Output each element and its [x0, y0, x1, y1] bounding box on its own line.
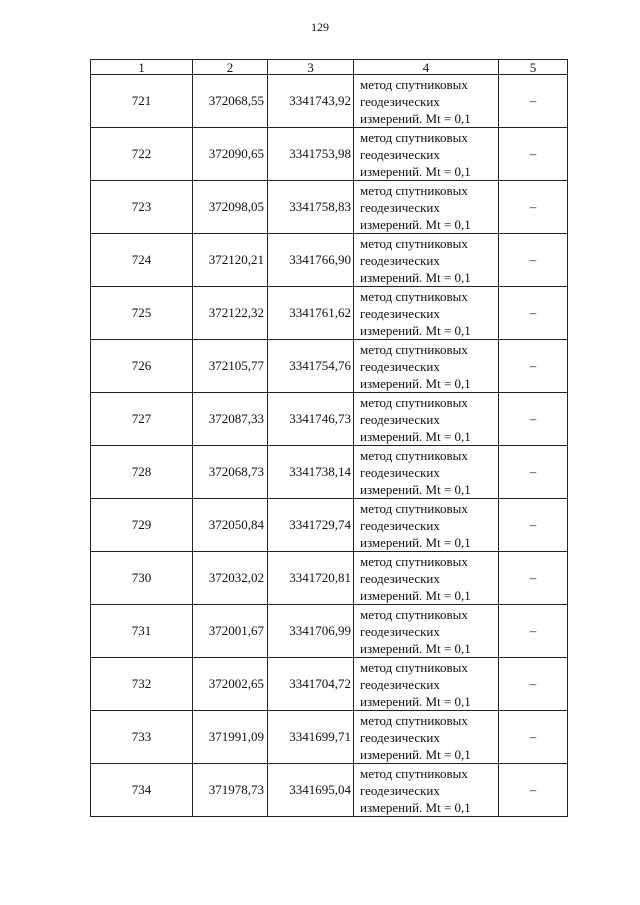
x-coordinate-cell: 372098,05	[193, 181, 268, 234]
method-line: геодезических	[360, 252, 440, 268]
note-cell: –	[499, 446, 568, 499]
x-coordinate-cell: 372068,55	[193, 75, 268, 128]
x-coordinate-cell: 372105,77	[193, 340, 268, 393]
header-col-2: 2	[193, 60, 268, 75]
point-number-cell: 731	[91, 605, 193, 658]
table-row	[91, 75, 568, 128]
table-body	[91, 60, 568, 817]
x-coordinate-cell: 372087,33	[193, 393, 268, 446]
y-coordinate-cell: 3341754,76	[268, 340, 354, 393]
x-coordinate-cell: 372122,32	[193, 287, 268, 340]
page-number: 129	[311, 20, 329, 34]
method-cell	[354, 340, 499, 393]
method-line: измерений. Mt = 0,1	[360, 534, 471, 550]
y-coordinate-cell: 3341720,81	[268, 552, 354, 605]
point-number-cell: 733	[91, 711, 193, 764]
x-coordinate-cell: 372120,21	[193, 234, 268, 287]
point-number-cell: 726	[91, 340, 193, 393]
y-coordinate-cell: 3341738,14	[268, 446, 354, 499]
note-cell: –	[499, 75, 568, 128]
method-cell	[354, 287, 499, 340]
method-line: метод спутниковых	[360, 341, 468, 357]
method-line: метод спутниковых	[360, 553, 468, 569]
method-cell	[354, 393, 499, 446]
method-cell	[354, 234, 499, 287]
note-cell: –	[499, 499, 568, 552]
method-cell	[354, 764, 499, 817]
table-row	[91, 128, 568, 181]
method-cell	[354, 552, 499, 605]
method-line: метод спутниковых	[360, 500, 468, 516]
method-cell	[354, 499, 499, 552]
method-line: геодезических	[360, 570, 440, 586]
method-line: метод спутниковых	[360, 288, 468, 304]
method-line: измерений. Mt = 0,1	[360, 693, 471, 709]
method-line: геодезических	[360, 623, 440, 639]
method-line: геодезических	[360, 464, 440, 480]
method-line: метод спутниковых	[360, 712, 468, 728]
method-line: измерений. Mt = 0,1	[360, 322, 471, 338]
x-coordinate-cell: 372002,65	[193, 658, 268, 711]
table-row	[91, 711, 568, 764]
y-coordinate-cell: 3341766,90	[268, 234, 354, 287]
y-coordinate-cell: 3341753,98	[268, 128, 354, 181]
method-cell	[354, 446, 499, 499]
note-cell: –	[499, 234, 568, 287]
method-line: геодезических	[360, 517, 440, 533]
y-coordinate-cell: 3341746,73	[268, 393, 354, 446]
method-line: метод спутниковых	[360, 447, 468, 463]
y-coordinate-cell: 3341761,62	[268, 287, 354, 340]
method-line: геодезических	[360, 676, 440, 692]
method-line: метод спутниковых	[360, 606, 468, 622]
table-row	[91, 658, 568, 711]
method-line: геодезических	[360, 729, 440, 745]
method-cell	[354, 181, 499, 234]
method-cell	[354, 605, 499, 658]
table-row	[91, 446, 568, 499]
y-coordinate-cell: 3341704,72	[268, 658, 354, 711]
table-row	[91, 499, 568, 552]
header-col-3: 3	[268, 60, 354, 75]
method-line: геодезических	[360, 93, 440, 109]
method-line: геодезических	[360, 305, 440, 321]
x-coordinate-cell: 372090,65	[193, 128, 268, 181]
method-line: измерений. Mt = 0,1	[360, 746, 471, 762]
table-header-row	[91, 60, 568, 75]
table-row	[91, 393, 568, 446]
coordinates-table	[90, 59, 568, 817]
header-col-1: 1	[91, 60, 193, 75]
table-row	[91, 234, 568, 287]
note-cell: –	[499, 128, 568, 181]
method-cell	[354, 128, 499, 181]
y-coordinate-cell: 3341743,92	[268, 75, 354, 128]
method-line: геодезических	[360, 199, 440, 215]
x-coordinate-cell: 372032,02	[193, 552, 268, 605]
method-line: метод спутниковых	[360, 129, 468, 145]
y-coordinate-cell: 3341699,71	[268, 711, 354, 764]
method-line: измерений. Mt = 0,1	[360, 640, 471, 656]
method-line: измерений. Mt = 0,1	[360, 428, 471, 444]
y-coordinate-cell: 3341706,99	[268, 605, 354, 658]
method-line: измерений. Mt = 0,1	[360, 110, 471, 126]
method-cell	[354, 75, 499, 128]
point-number-cell: 729	[91, 499, 193, 552]
note-cell: –	[499, 340, 568, 393]
header-col-5: 5	[499, 60, 568, 75]
x-coordinate-cell: 371991,09	[193, 711, 268, 764]
method-line: измерений. Mt = 0,1	[360, 163, 471, 179]
method-cell	[354, 658, 499, 711]
point-number-cell: 730	[91, 552, 193, 605]
table-row	[91, 340, 568, 393]
x-coordinate-cell: 372001,67	[193, 605, 268, 658]
y-coordinate-cell: 3341695,04	[268, 764, 354, 817]
table-row	[91, 605, 568, 658]
point-number-cell: 725	[91, 287, 193, 340]
method-line: геодезических	[360, 411, 440, 427]
note-cell: –	[499, 393, 568, 446]
method-line: геодезических	[360, 782, 440, 798]
method-line: измерений. Mt = 0,1	[360, 216, 471, 232]
x-coordinate-cell: 372050,84	[193, 499, 268, 552]
method-line: измерений. Mt = 0,1	[360, 375, 471, 391]
point-number-cell: 728	[91, 446, 193, 499]
method-line: измерений. Mt = 0,1	[360, 481, 471, 497]
point-number-cell: 732	[91, 658, 193, 711]
point-number-cell: 734	[91, 764, 193, 817]
method-line: метод спутниковых	[360, 235, 468, 251]
point-number-cell: 724	[91, 234, 193, 287]
note-cell: –	[499, 711, 568, 764]
note-cell: –	[499, 764, 568, 817]
table-row	[91, 764, 568, 817]
y-coordinate-cell: 3341758,83	[268, 181, 354, 234]
method-line: измерений. Mt = 0,1	[360, 269, 471, 285]
method-cell	[354, 711, 499, 764]
note-cell: –	[499, 605, 568, 658]
table-row	[91, 181, 568, 234]
table-row	[91, 552, 568, 605]
point-number-cell: 727	[91, 393, 193, 446]
table-row	[91, 287, 568, 340]
method-line: метод спутниковых	[360, 76, 468, 92]
note-cell: –	[499, 181, 568, 234]
method-line: измерений. Mt = 0,1	[360, 799, 471, 815]
method-line: геодезических	[360, 146, 440, 162]
method-line: метод спутниковых	[360, 394, 468, 410]
y-coordinate-cell: 3341729,74	[268, 499, 354, 552]
header-col-4: 4	[354, 60, 499, 75]
method-line: геодезических	[360, 358, 440, 374]
point-number-cell: 721	[91, 75, 193, 128]
note-cell: –	[499, 658, 568, 711]
method-line: метод спутниковых	[360, 182, 468, 198]
point-number-cell: 723	[91, 181, 193, 234]
method-line: метод спутниковых	[360, 765, 468, 781]
note-cell: –	[499, 287, 568, 340]
method-line: метод спутниковых	[360, 659, 468, 675]
x-coordinate-cell: 372068,73	[193, 446, 268, 499]
note-cell: –	[499, 552, 568, 605]
method-line: измерений. Mt = 0,1	[360, 587, 471, 603]
point-number-cell: 722	[91, 128, 193, 181]
x-coordinate-cell: 371978,73	[193, 764, 268, 817]
